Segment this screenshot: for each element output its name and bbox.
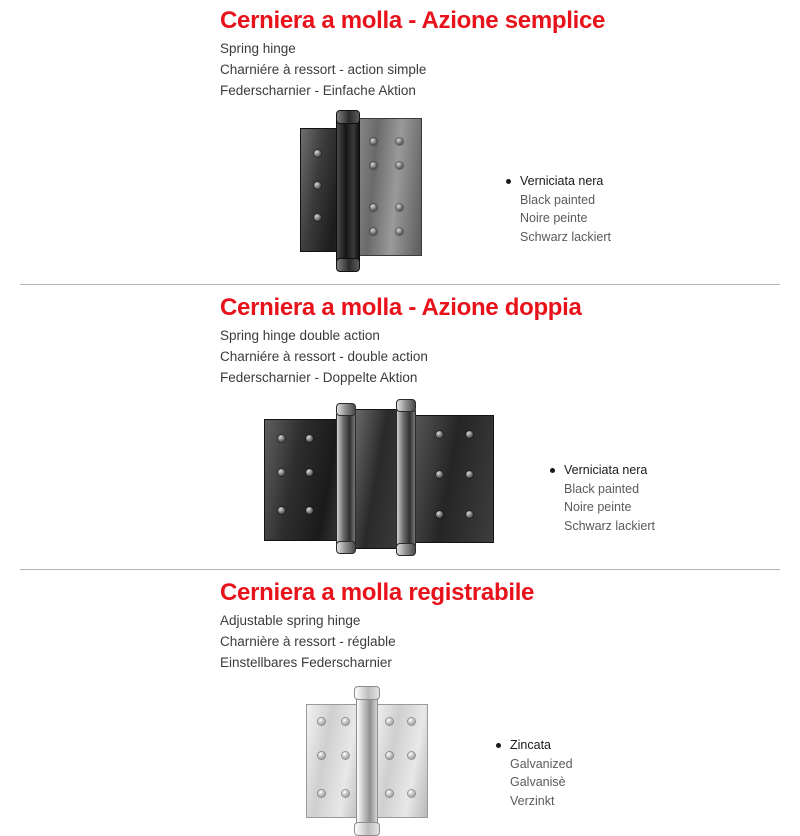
screw-hole	[278, 435, 285, 442]
section-3-title: Cerniera a molla registrabile	[220, 578, 535, 606]
screw-hole	[386, 718, 393, 725]
screw-hole	[318, 752, 325, 759]
finish-primary-label: Verniciata nera	[520, 173, 604, 188]
screw-hole	[436, 511, 443, 518]
screw-hole	[306, 507, 313, 514]
finish-translation-fr: Noire peinte	[564, 500, 632, 515]
finish-translation-fr: Galvanisè	[510, 775, 566, 790]
screw-hole	[408, 718, 415, 725]
single-action-hinge-image	[292, 110, 462, 270]
section-2-finish-list	[550, 461, 655, 536]
finish-translation-de: Verzinkt	[510, 794, 555, 809]
screw-hole	[466, 511, 473, 518]
section-3-figure	[300, 686, 430, 834]
screw-hole	[370, 228, 377, 235]
hinge-barrel-left	[336, 411, 356, 547]
screw-hole	[396, 204, 403, 211]
screw-hole	[386, 752, 393, 759]
adjustable-hinge-image	[300, 686, 430, 834]
finish-primary	[496, 736, 573, 755]
section-2-heading-block	[0, 295, 800, 389]
section-3-content	[0, 686, 800, 834]
section-2-content	[0, 403, 800, 553]
hinge-barrel	[336, 116, 360, 268]
finish-translation-de: Schwarz lackiert	[564, 519, 655, 534]
hinge-leaf-left	[306, 704, 362, 818]
screw-hole	[436, 431, 443, 438]
section-spring-hinge-double	[0, 285, 800, 553]
section-2-subtitle-fr: Charniére à ressort - double action	[220, 349, 428, 365]
screw-hole	[306, 469, 313, 476]
hinge-cap-top	[354, 686, 380, 700]
bullet-dot-icon	[496, 743, 501, 748]
screw-hole	[396, 162, 403, 169]
screw-hole	[318, 718, 325, 725]
screw-hole	[370, 162, 377, 169]
section-adjustable-spring-hinge	[0, 570, 800, 834]
section-1-subtitle-fr: Charniére à ressort - action simple	[220, 62, 427, 78]
screw-hole	[342, 790, 349, 797]
hinge-cap	[396, 399, 416, 412]
screw-hole	[278, 469, 285, 476]
finish-translation-de: Schwarz lackiert	[520, 230, 611, 245]
finish-primary-label: Verniciata nera	[564, 462, 648, 477]
section-1-heading-block	[0, 8, 800, 102]
screw-hole	[314, 214, 321, 221]
finish-translation-en: Black painted	[564, 481, 640, 496]
section-1-subtitle-en: Spring hinge	[220, 41, 296, 57]
screw-hole	[342, 752, 349, 759]
hinge-cap	[336, 403, 356, 416]
screw-hole	[386, 790, 393, 797]
finish-translation-fr: Noire peinte	[520, 211, 588, 226]
bullet-dot-icon	[550, 468, 555, 473]
hinge-cap-bottom	[336, 258, 360, 272]
hinge-leaf-right	[354, 118, 422, 256]
screw-hole	[278, 507, 285, 514]
finish-translation-en: Galvanized	[510, 756, 573, 771]
hinge-cap	[396, 543, 416, 556]
hinge-plate-center	[354, 409, 398, 549]
finish-primary	[550, 461, 655, 480]
section-2-title: Cerniera a molla - Azione doppia	[220, 293, 582, 321]
hinge-cap-bottom	[354, 822, 380, 836]
section-1-title: Cerniera a molla - Azione semplice	[220, 7, 606, 34]
section-3-subtitle-fr: Charnière à ressort - réglable	[220, 634, 396, 650]
screw-hole	[396, 228, 403, 235]
hinge-plate-right	[414, 415, 494, 543]
screw-hole	[314, 182, 321, 189]
finish-primary	[506, 172, 611, 191]
section-1-finish-list	[506, 172, 611, 247]
bullet-dot-icon	[506, 179, 511, 184]
screw-hole	[370, 138, 377, 145]
section-3-subtitle-en: Adjustable spring hinge	[220, 613, 361, 629]
section-2-figure	[264, 403, 494, 553]
double-action-hinge-image	[264, 403, 494, 553]
hinge-cap	[336, 541, 356, 554]
hinge-barrel-right	[396, 407, 416, 549]
section-spring-hinge-single	[0, 0, 800, 270]
screw-hole	[318, 790, 325, 797]
screw-hole	[466, 431, 473, 438]
screw-hole	[370, 204, 377, 211]
screw-hole	[396, 138, 403, 145]
screw-hole	[436, 471, 443, 478]
screw-hole	[342, 718, 349, 725]
screw-hole	[306, 435, 313, 442]
section-2-subtitle-en: Spring hinge double action	[220, 328, 380, 344]
section-1-content	[0, 110, 800, 270]
section-2-subtitle-de: Federscharnier - Doppelte Aktion	[220, 369, 418, 385]
section-3-subtitle-de: Einstellbares Federscharnier	[220, 654, 392, 670]
screw-hole	[466, 471, 473, 478]
hinge-barrel	[356, 690, 378, 832]
finish-translation-en: Black painted	[520, 192, 596, 207]
section-3-heading-block	[0, 580, 800, 674]
screw-hole	[408, 752, 415, 759]
finish-primary-label: Zincata	[510, 737, 551, 752]
screw-hole	[408, 790, 415, 797]
section-1-subtitle-de: Federscharnier - Einfache Aktion	[220, 83, 416, 99]
section-1-figure	[292, 110, 462, 270]
hinge-plate-left	[264, 419, 338, 541]
hinge-leaf-right	[374, 704, 428, 818]
hinge-cap-top	[336, 110, 360, 124]
screw-hole	[314, 150, 321, 157]
